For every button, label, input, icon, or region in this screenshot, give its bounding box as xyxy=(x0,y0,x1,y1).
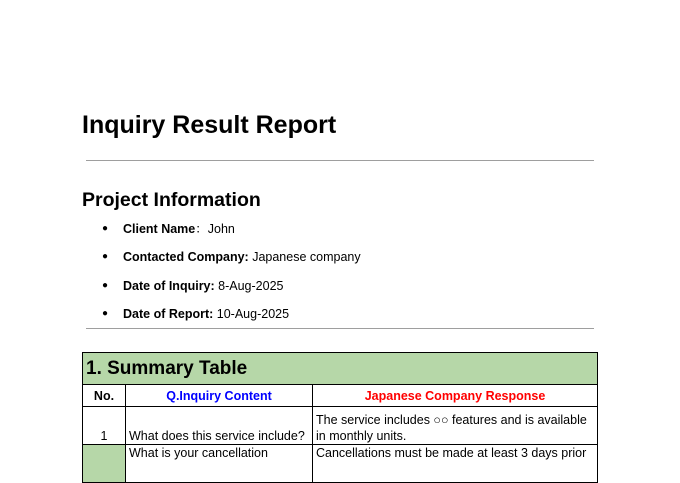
column-header-response: Japanese Company Response xyxy=(313,385,598,407)
summary-table xyxy=(82,352,598,483)
client-name-separator: ： xyxy=(195,222,208,236)
page-title: Inquiry Result Report xyxy=(82,111,337,139)
table-row xyxy=(83,445,598,483)
column-header-question: Q.Inquiry Content xyxy=(126,385,313,407)
inquiry-content-cell: What does this service include? xyxy=(126,407,313,445)
inquiry-content-cell: What is your cancellation xyxy=(126,445,313,483)
column-header-no: No. xyxy=(83,385,126,407)
bullet-icon: ● xyxy=(102,251,109,263)
bullet-icon: ● xyxy=(102,223,109,234)
response-cell: The service includes ○○ features and is available in monthly units. xyxy=(313,407,598,445)
date-of-inquiry-value: 8-Aug-2025 xyxy=(218,278,284,293)
date-of-report-label: Date of Report: xyxy=(123,307,214,322)
bullet-icon: ● xyxy=(102,279,109,291)
table-header-row xyxy=(83,385,598,407)
row-number xyxy=(83,445,126,483)
client-name-value: John xyxy=(207,222,235,236)
table-title: 1. Summary Table xyxy=(83,353,598,385)
contacted-company-value: Japanese company xyxy=(252,250,361,265)
row-number: 1 xyxy=(83,407,126,445)
response-cell: Cancellations must be made at least 3 days prior xyxy=(313,445,598,483)
date-of-inquiry-label: Date of Inquiry: xyxy=(123,278,215,293)
contacted-company-label: Contacted Company: xyxy=(123,250,249,265)
section-heading-project-information: Project Information xyxy=(82,189,261,211)
table-row xyxy=(83,407,598,445)
date-of-report-value: 10-Aug-2025 xyxy=(216,307,290,322)
table-title-row xyxy=(83,353,598,385)
client-name-label: Client Name xyxy=(123,222,196,236)
bullet-icon: ● xyxy=(102,308,109,320)
divider xyxy=(86,160,594,161)
divider xyxy=(86,328,594,329)
